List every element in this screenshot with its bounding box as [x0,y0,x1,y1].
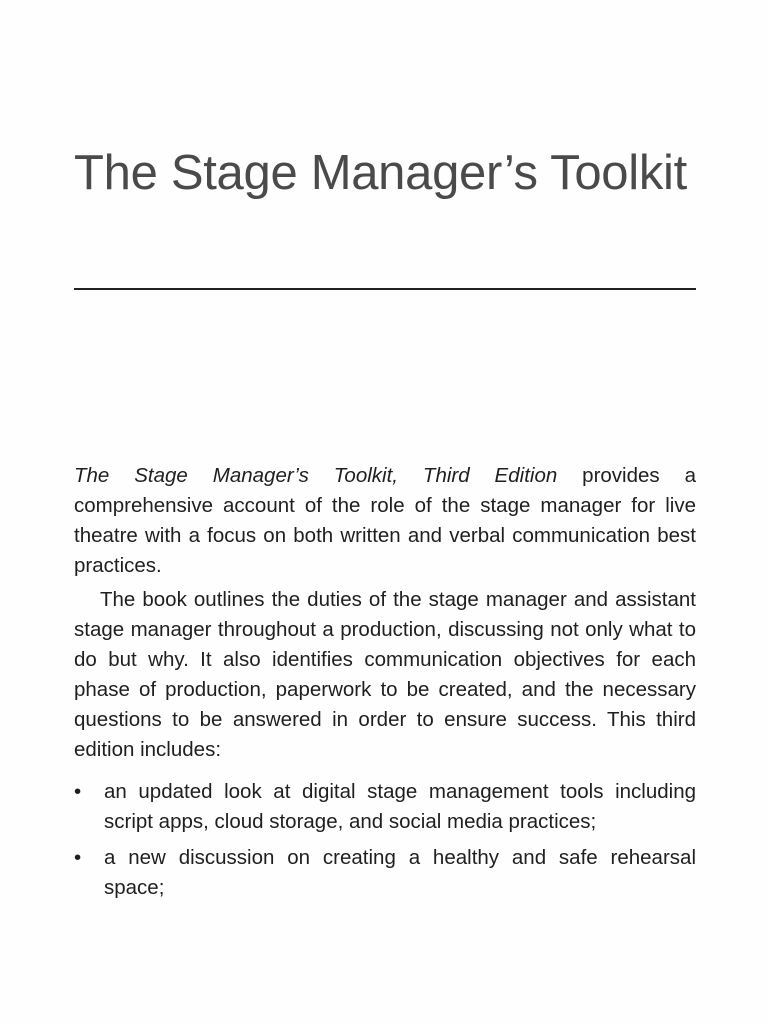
list-item [74,777,696,837]
description-body [74,461,696,909]
outline-paragraph: The book outlines the duties of the stage manager and assistant stage manager throughout a production, discussing not only what to do but why. It also identifies communication objectives for each phase of production, paperwork to be created, and the necessary questions to be answered in order to ensure success. This third edition includes: [74,588,696,761]
intro-paragraph [74,461,696,581]
bullet-icon: • [74,780,82,803]
title-divider [74,288,696,290]
list-item-text: an updated look at digital stage management tools including script apps, cloud storage, and social media practices; [104,780,696,833]
book-title-italic: The Stage Manager’s Toolkit, Third Edition [74,464,558,487]
list-item-text: a new discussion on creating a healthy and safe rehearsal space; [104,846,696,899]
list-item [74,843,696,903]
bullet-icon: • [74,846,82,869]
features-list [74,777,696,903]
intro-text: provides a comprehensive account of the role of the stage manager for live theatre with a focus on both written and verbal communication best practices. [74,464,697,577]
page-title: The Stage Manager’s Toolkit [74,146,687,200]
